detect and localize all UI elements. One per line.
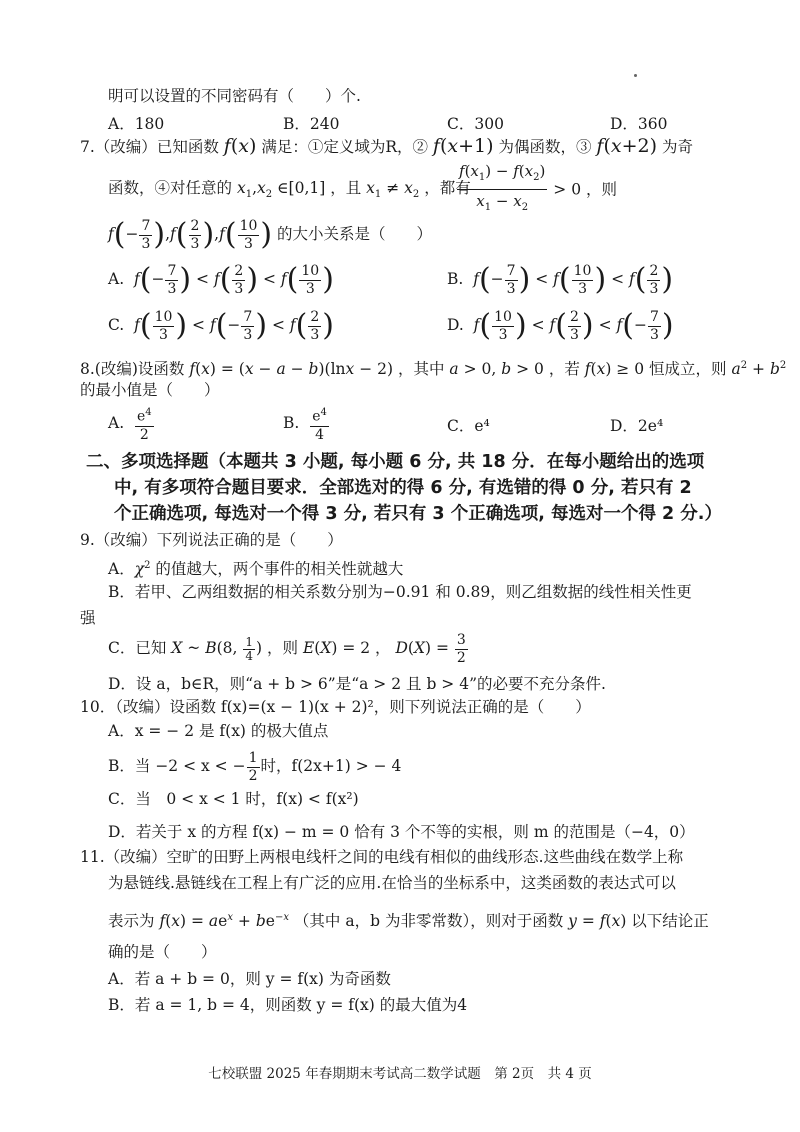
- q10-option-a: A．x = − 2 是 f(x) 的极大值点: [108, 722, 329, 740]
- q8-option-d: D．2e⁴: [610, 417, 664, 435]
- q10-option-b: B．当 −2 < x < − $\frac{1}{2}$ 时，f(2x+1) > − 4: [108, 749, 402, 784]
- q11-option-b: B．若 a = 1, b = 4，则函数 y = f(x) 的最大值为4: [108, 996, 468, 1014]
- q8-option-a: A. $\frac{e^4}{2}$: [108, 404, 155, 444]
- q8-stem-line2: 的最小值是（ ）: [80, 381, 220, 399]
- q10-stem: 10．（改编）设函数 f(x)=(x − 1)(x + 2)²，则下列说法正确的是（ ）: [80, 698, 591, 716]
- q7-option-d: D. f( $\frac{10}{3}$ ) < f( $\frac{2}{3}$ ) < f(− $\frac{7}{3}$ ): [447, 308, 674, 343]
- q11-stem-line3: 表示为 $f(x) = ae^x + be^{-x}$ （其中 a，b 为非零常数），则对于函数 y = f(x) 以下结论正: [108, 912, 709, 931]
- q11-stem-line2: 为悬链线.悬链线在工程上有广泛的应用.在恰当的坐标系中，这类函数的表达式可以: [108, 874, 676, 892]
- q10-option-c: C．当 0 < x < 1 时，f(x) < f(x²): [108, 790, 359, 808]
- page-footer: 七校联盟 2025 年春期期末考试高二数学试题 第 2页 共 4 页: [208, 1066, 592, 1082]
- q8-option-b: B. $\frac{e^4}{4}$: [283, 404, 330, 444]
- q9-option-b-line2: 强: [80, 609, 96, 627]
- q9-stem: 9.（改编）下列说法正确的是（ ）: [80, 531, 343, 549]
- q9-option-d: D．设 a，b∈R，则“a + b > 6”是“a > 2 且 b > 4”的必要不充分条件.: [108, 675, 606, 693]
- q9-option-b-line1: B．若甲、乙两组数据的相关系数分别为−0.91 和 0.89，则乙组数据的线性相关性更: [108, 583, 692, 601]
- q6-option-b: B．240: [283, 115, 340, 133]
- q7-ratio-inequality: $\frac{f(x_1) - f(x_2)}{x_1 - x_2}$ > 0 ，则: [459, 162, 618, 213]
- q6-tail: 明可以设置的不同密码有（ ）个.: [108, 87, 361, 105]
- q11-stem-line4: 确的是（ ）: [108, 943, 217, 961]
- q6-option-a: A．180: [108, 115, 165, 133]
- q7-option-b: B. f(− $\frac{7}{3}$ ) < f( $\frac{10}{3}$ ) < f( $\frac{2}{3}$ ): [447, 262, 674, 297]
- section-header-line1: 二、多项选择题（本题共 3 小题, 每小题 6 分, 共 18 分．在每小题给出的选项: [86, 452, 705, 472]
- q9-option-c: C．已知 X ~ B(8, $\frac{1}{4}$ ) ，则 E(X) = 2 ， D(X) = $\frac{3}{2}$: [108, 631, 466, 666]
- q6-option-d: D．360: [610, 115, 668, 133]
- q9-option-a: A．$\chi^2$ 的值越大，两个事件的相关性就越大: [108, 560, 404, 579]
- q7-stem-line1: 7.（改编）已知函数 f(x) 满足：①定义域为R，② f(x+1) 为偶函数，③ f(x+2) 为奇: [80, 135, 693, 157]
- q8-stem-line1: 8.(改编)设函数 f(x) = (x − a − b)(lnx − 2) ，其中 a > 0, b > 0 ，若 f(x) ≥ 0 恒成立，则 $a^2 + b^2$: [80, 360, 787, 379]
- section-header-line3: 个正确选项, 每选对一个得 3 分, 若只有 3 个正确选项, 每选对一个得 2 分.）: [114, 504, 722, 524]
- q11-option-a: A．若 a + b = 0，则 y = f(x) 为奇函数: [108, 970, 391, 988]
- q7-stem-line3: f(− $\frac{7}{3}$ ),f( $\frac{2}{3}$ ),f( $\frac{10}{3}$ ) 的大小关系是（ ）: [108, 217, 433, 252]
- q7-stem-line2: 函数，④对任意的 $x_1,x_2$ ∈[0,1] ，且 $x_1 \ne x_2$ ，都有: [108, 179, 471, 201]
- q7-option-a: A. f(− $\frac{7}{3}$ ) < f( $\frac{2}{3}$ ) < f( $\frac{10}{3}$ ): [108, 262, 334, 297]
- q7-option-c: C. f( $\frac{10}{3}$ ) < f(− $\frac{7}{3}$ ) < f( $\frac{2}{3}$ ): [108, 308, 335, 343]
- q8-option-c: C．e⁴: [447, 417, 490, 435]
- scan-speck: [634, 74, 637, 77]
- q11-stem-line1: 11.（改编）空旷的田野上两根电线杆之间的电线有相似的曲线形态.这些曲线在数学上称: [80, 848, 684, 866]
- section-header-line2: 中, 有多项符合题目要求．全部选对的得 6 分, 有选错的得 0 分, 若只有 2: [114, 478, 692, 498]
- q6-option-c: C．300: [447, 115, 504, 133]
- q10-option-d: D．若关于 x 的方程 f(x) − m = 0 恰有 3 个不等的实根，则 m 的范围是（−4，0）: [108, 823, 695, 841]
